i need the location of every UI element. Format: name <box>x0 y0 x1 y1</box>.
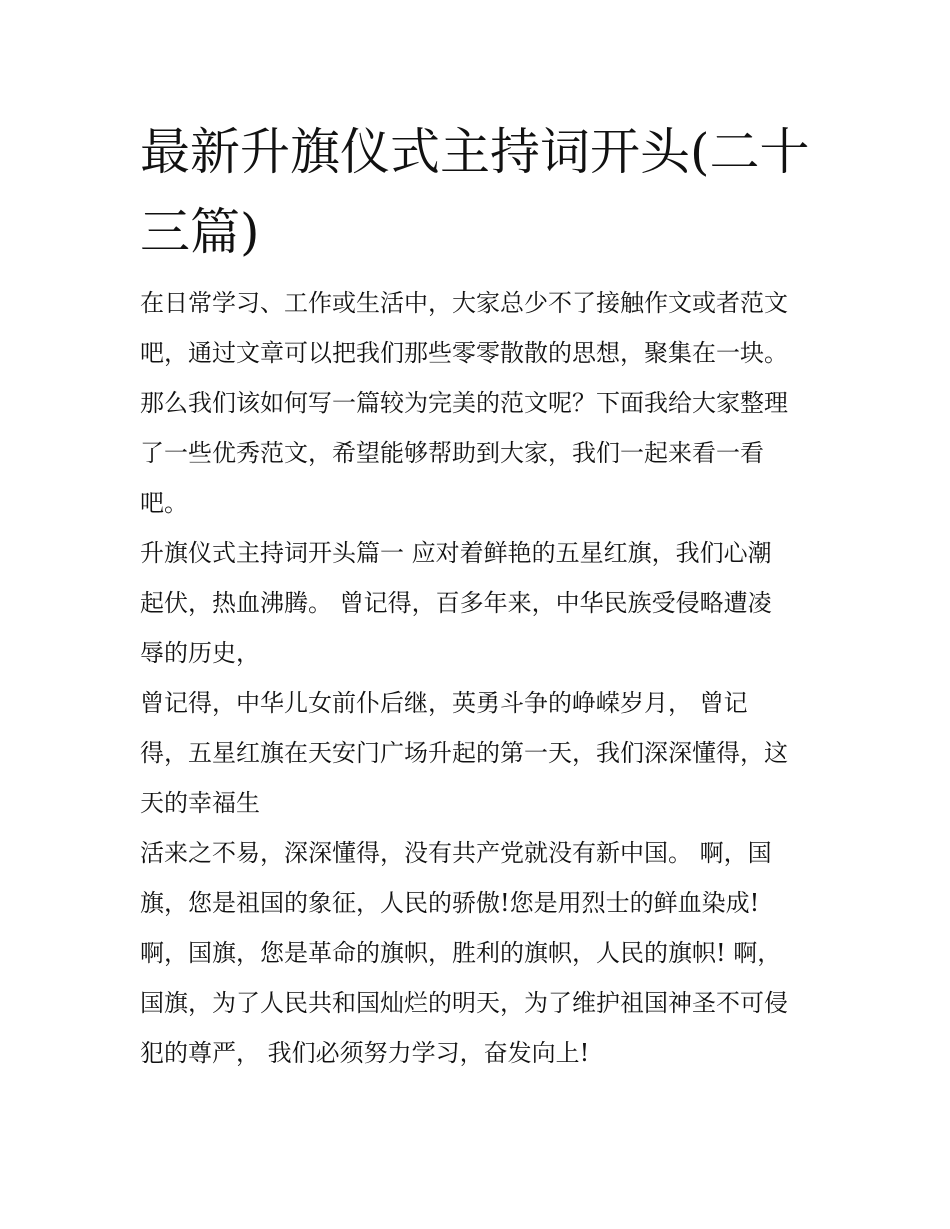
text-line: 吧。 <box>140 489 188 517</box>
text-line: 曾记得，中华儿女前仆后继，英勇斗争的峥嵘岁月， 曾记 <box>140 689 748 717</box>
text-line: 辱的历史， <box>140 639 260 667</box>
paragraph-3 <box>140 828 830 1078</box>
paragraph-1 <box>140 528 830 678</box>
text-line: 犯的尊严， 我们必须努力学习，奋发向上! <box>140 1039 590 1067</box>
text-line: 那么我们该如何写一篇较为完美的范文呢？下面我给大家整理 <box>140 389 788 417</box>
text-line: 旗，您是祖国的象征，人民的骄傲!您是用烈士的鲜血染成! <box>140 889 760 917</box>
document-body <box>140 278 830 1078</box>
text-line: 国旗，为了人民共和国灿烂的明天，为了维护祖国神圣不可侵 <box>140 989 788 1017</box>
text-line: 升旗仪式主持词开头篇一 应对着鲜艳的五星红旗，我们心潮 <box>140 539 772 567</box>
document-title <box>140 112 830 272</box>
paragraph-2 <box>140 678 830 828</box>
text-line: 吧，通过文章可以把我们那些零零散散的思想，聚集在一块。 <box>140 339 788 367</box>
text-line: 活来之不易，深深懂得，没有共产党就没有新中国。 啊，国 <box>140 839 772 867</box>
title-line-1: 最新升旗仪式主持词开头(二十 <box>140 123 810 181</box>
text-line: 起伏，热血沸腾。 曾记得，百多年来，中华民族受侵略遭凌 <box>140 589 772 617</box>
text-line: 在日常学习、工作或生活中，大家总少不了接触作文或者范文 <box>140 289 788 317</box>
text-line: 天的幸福生 <box>140 789 260 817</box>
title-line-2: 三篇) <box>140 203 260 261</box>
text-line: 啊，国旗，您是革命的旗帜，胜利的旗帜，人民的旗帜! 啊， <box>140 939 782 967</box>
paragraph-intro <box>140 278 830 528</box>
text-line: 了一些优秀范文，希望能够帮助到大家，我们一起来看一看 <box>140 439 764 467</box>
text-line: 得，五星红旗在天安门广场升起的第一天，我们深深懂得，这 <box>140 739 788 767</box>
